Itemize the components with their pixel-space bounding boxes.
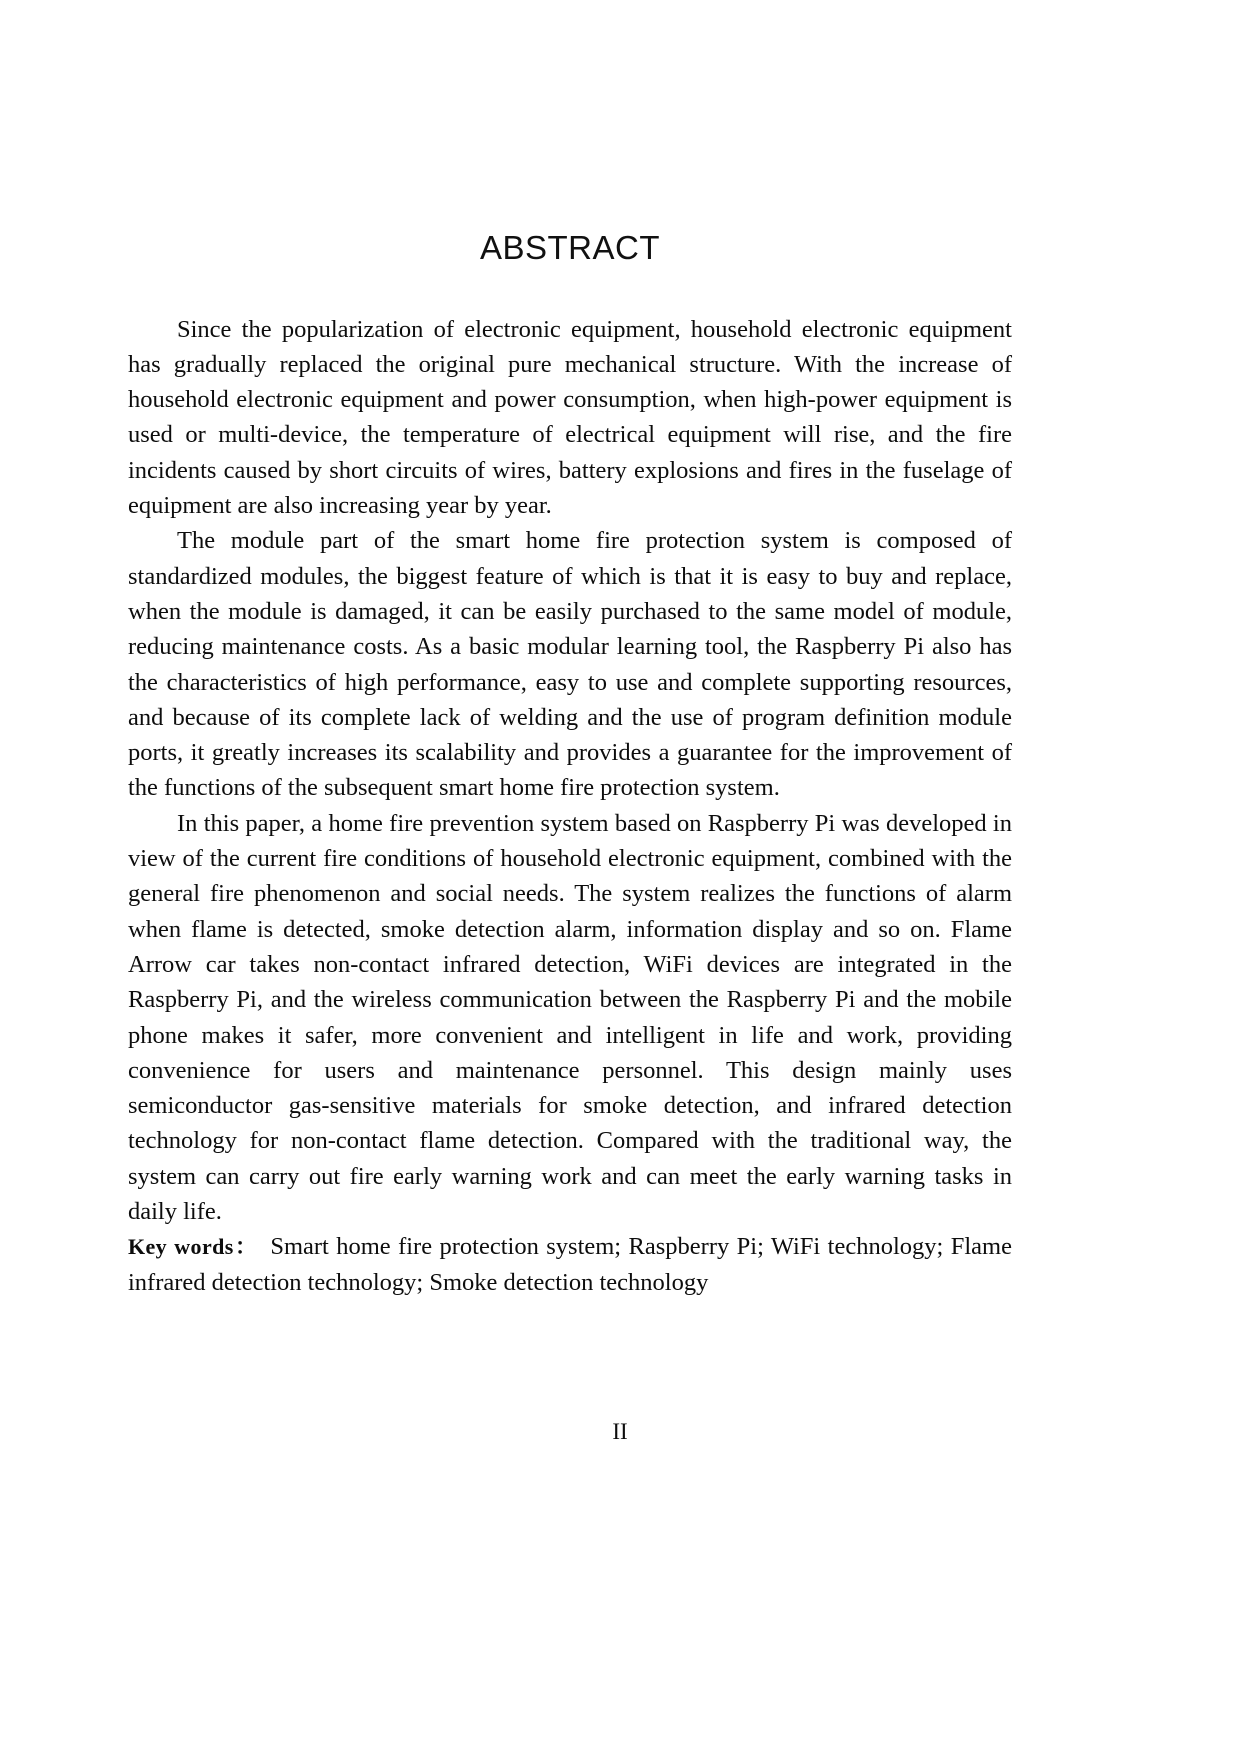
abstract-paragraph-2: The module part of the smart home fire protection system is composed of standardized modules, the biggest feature of which is that it is easy to buy and replace, when the module is damaged, it can be easily purchased to the same model of module, reducing maintenance costs. As a basic modular learning tool, the Raspberry Pi also has the characteristics of high performance, easy to use and complete supporting resources, and because of its complete lack of welding and the use of program definition module ports, it greatly increases its scalability and provides a guarantee for the improvement of the functions of the subsequent smart home fire protection system. — [128, 527, 1012, 802]
keywords-colon: ： — [233, 1234, 259, 1260]
keywords-label: Key words — [128, 1234, 234, 1260]
abstract-body — [128, 312, 1012, 1300]
page-content — [128, 0, 1012, 1300]
page-title: ABSTRACT — [479, 229, 661, 266]
keywords-text: Smart home fire protection system; Raspberry Pi; WiFi technology; Flame infrared detection technology; Smoke detection technology — [128, 1233, 1012, 1296]
keywords-line — [128, 1229, 1012, 1300]
abstract-paragraph-3: In this paper, a home fire prevention system based on Raspberry Pi was developed in view of the current fire conditions of household electronic equipment, combined with the general fire phenomenon and social needs. The system realizes the functions of alarm when flame is detected, smoke detection alarm, information display and so on. Flame Arrow car takes non-contact infrared detection, WiFi devices are integrated in the Raspberry Pi, and the wireless communication between the Raspberry Pi and the mobile phone makes it safer, more convenient and intelligent in life and work, providing convenience for users and maintenance personnel. This design mainly uses semiconductor gas-sensitive materials for smoke detection, and infrared detection technology for non-contact flame detection. Compared with the traditional way, the system can carry out fire early warning work and can meet the early warning tasks in daily life. — [128, 809, 1012, 1226]
page-number: II — [612, 1419, 628, 1444]
abstract-paragraph-1: Since the popularization of electronic equipment, household electronic equipment has gradually replaced the original pure mechanical structure. With the increase of household electronic equipment and power consumption, when high-power equipment is used or multi-device, the temperature of electrical equipment will rise, and the fire incidents caused by short circuits of wires, battery explosions and fires in the fuselage of equipment are also increasing year by year. — [128, 315, 1012, 520]
